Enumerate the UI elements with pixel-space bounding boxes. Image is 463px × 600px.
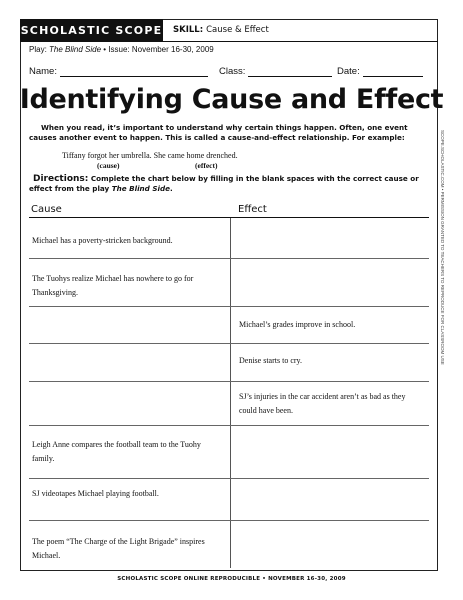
row-separator — [29, 258, 429, 259]
example-effect-tag: (effect) — [195, 161, 218, 170]
date-line[interactable] — [363, 66, 423, 77]
class-field[interactable] — [219, 66, 332, 77]
row-separator — [29, 520, 429, 521]
date-label: Date: — [337, 66, 360, 77]
directions-end: . — [169, 184, 173, 193]
column-header-effect: Effect — [238, 204, 267, 215]
cause-cell-6[interactable]: Leigh Anne compares the football team to the Tuohy family. — [32, 440, 201, 463]
effect-cell-4[interactable]: Denise starts to cry. — [239, 356, 303, 365]
row-separator — [29, 381, 429, 382]
header — [20, 19, 438, 41]
class-line[interactable] — [248, 66, 332, 77]
name-label: Name: — [29, 66, 57, 77]
side-permission-note — [438, 130, 448, 570]
name-field[interactable] — [29, 66, 208, 77]
example-sentence: Tiffany forgot her umbrella. She came home drenched. — [62, 151, 238, 160]
play-prefix: Play: — [29, 45, 47, 54]
row-separator — [29, 306, 429, 307]
date-field[interactable] — [337, 66, 423, 77]
directions-label: Directions: — [33, 174, 89, 184]
directions — [29, 174, 427, 194]
cause-cell-8[interactable]: The poem “The Charge of the Light Brigade” inspires Michael. — [32, 537, 205, 560]
name-line[interactable] — [60, 66, 208, 77]
effect-cell-3[interactable]: Michael’s grades improve in school. — [239, 320, 356, 329]
intro-text: When you read, it’s important to understand why certain things happen. Often, one event causes another event to happen. This is called a cause-and-effect relationship. For example: — [29, 123, 408, 142]
brand-logo: SCHOLASTIC SCOPE — [20, 19, 163, 41]
effect-cell-5[interactable]: SJ’s injuries in the car accident aren’t as bad as they could have been. — [239, 392, 406, 415]
example-cause-tag: (cause) — [97, 161, 120, 170]
cause-cell-1[interactable]: Michael has a poverty-stricken background. — [32, 236, 173, 245]
header-rule — [20, 41, 438, 42]
column-header-cause: Cause — [31, 204, 62, 215]
directions-text: Complete the chart below by filling in the blank spaces with the correct cause or effect from the play — [29, 174, 419, 193]
directions-play-title: The Blind Side — [111, 184, 170, 193]
play-title: The Blind Side — [49, 45, 102, 54]
page-footer: SCHOLASTIC SCOPE ONLINE REPRODUCIBLE • NOVEMBER 16-30, 2009 — [117, 576, 346, 582]
student-info-row — [29, 66, 429, 80]
play-info — [29, 45, 214, 54]
row-separator — [29, 425, 429, 426]
skill-key: SKILL: — [173, 25, 204, 35]
side-permission-text: SCOPE.SCHOLASTIC.COM • PERMISSION GRANTED TO TEACHERS TO REPRODUCE FOR CLASSROOM USE — [440, 130, 445, 365]
skill-value: Cause & Effect — [206, 25, 269, 35]
cause-cell-2[interactable]: The Tuohys realize Michael has nowhere to go for Thanksgiving. — [32, 274, 194, 297]
column-divider — [230, 218, 231, 568]
row-separator — [29, 478, 429, 479]
page-title: Identifying Cause and Effect — [19, 84, 444, 115]
skill-label — [173, 19, 269, 41]
row-separator — [29, 343, 429, 344]
play-issue: • Issue: November 16-30, 2009 — [103, 45, 214, 54]
class-label: Class: — [219, 66, 246, 77]
cause-cell-7[interactable]: SJ videotapes Michael playing football. — [32, 489, 159, 498]
table-header-rule — [29, 217, 429, 218]
